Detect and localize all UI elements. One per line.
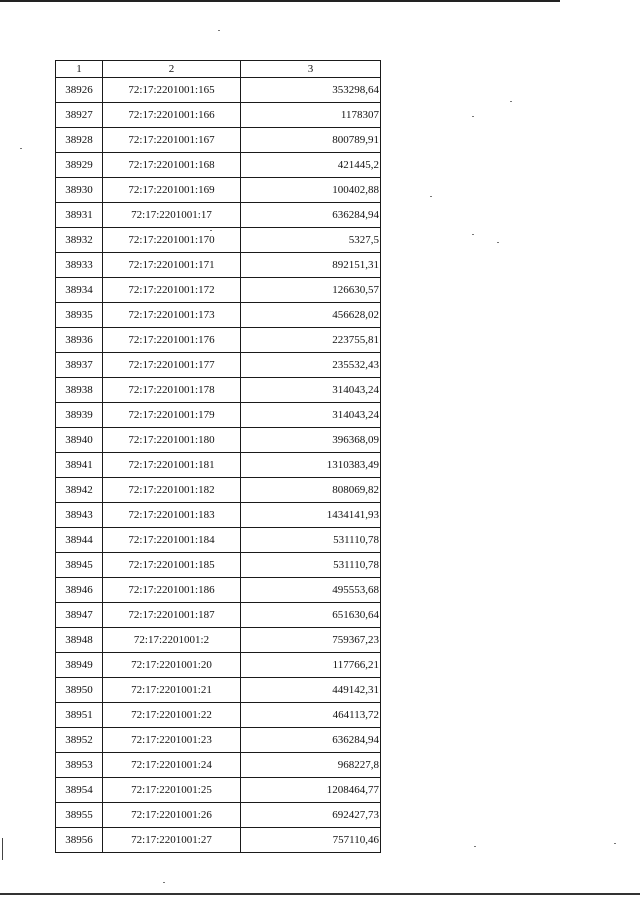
table-row <box>56 253 381 278</box>
cadastral-number-cell: 72:17:2201001:183 <box>103 503 241 528</box>
table-row <box>56 403 381 428</box>
cadastral-value-cell: 100402,88 <box>241 178 381 203</box>
cadastral-value-cell: 757110,46 <box>241 828 381 853</box>
cadastral-number-cell: 72:17:2201001:177 <box>103 353 241 378</box>
cadastral-value-cell: 314043,24 <box>241 403 381 428</box>
row-number-cell: 38933 <box>56 253 103 278</box>
table-row <box>56 328 381 353</box>
cadastral-value-cell: 800789,91 <box>241 128 381 153</box>
cadastral-number-cell: 72:17:2201001:167 <box>103 128 241 153</box>
row-number-cell: 38931 <box>56 203 103 228</box>
cadastral-number-cell: 72:17:2201001:24 <box>103 753 241 778</box>
table-body <box>56 78 381 853</box>
row-number-cell: 38952 <box>56 728 103 753</box>
cadastral-number-cell: 72:17:2201001:178 <box>103 378 241 403</box>
scan-speck <box>474 846 476 847</box>
cadastral-number-cell: 72:17:2201001:166 <box>103 103 241 128</box>
cadastral-value-cell: 449142,31 <box>241 678 381 703</box>
top-border-line <box>0 0 560 2</box>
cadastral-number-cell: 72:17:2201001:168 <box>103 153 241 178</box>
row-number-cell: 38953 <box>56 753 103 778</box>
row-number-cell: 38945 <box>56 553 103 578</box>
cadastral-number-cell: 72:17:2201001:172 <box>103 278 241 303</box>
row-number-cell: 38926 <box>56 78 103 103</box>
cadastral-value-cell: 126630,57 <box>241 278 381 303</box>
table-row <box>56 178 381 203</box>
table-row <box>56 828 381 853</box>
cadastral-value-cell: 353298,64 <box>241 78 381 103</box>
table-row <box>56 778 381 803</box>
row-number-cell: 38943 <box>56 503 103 528</box>
table-row <box>56 653 381 678</box>
table-row <box>56 428 381 453</box>
cadastral-value-cell: 5327,5 <box>241 228 381 253</box>
cadastral-number-cell: 72:17:2201001:25 <box>103 778 241 803</box>
column-header-2: 2 <box>103 61 241 78</box>
table-row <box>56 553 381 578</box>
scan-speck <box>472 234 474 235</box>
table-row <box>56 628 381 653</box>
row-number-cell: 38950 <box>56 678 103 703</box>
row-number-cell: 38930 <box>56 178 103 203</box>
cadastral-number-cell: 72:17:2201001:21 <box>103 678 241 703</box>
table-row <box>56 278 381 303</box>
row-number-cell: 38955 <box>56 803 103 828</box>
row-number-cell: 38929 <box>56 153 103 178</box>
row-number-cell: 38956 <box>56 828 103 853</box>
column-header-3: 3 <box>241 61 381 78</box>
row-number-cell: 38935 <box>56 303 103 328</box>
cadastral-value-cell: 495553,68 <box>241 578 381 603</box>
row-number-cell: 38939 <box>56 403 103 428</box>
table-row <box>56 803 381 828</box>
table-header-row <box>56 61 381 78</box>
table-row <box>56 753 381 778</box>
cadastral-number-cell: 72:17:2201001:186 <box>103 578 241 603</box>
table-row <box>56 528 381 553</box>
cadastral-value-cell: 636284,94 <box>241 203 381 228</box>
cadastral-value-cell: 456628,02 <box>241 303 381 328</box>
cadastral-number-cell: 72:17:2201001:169 <box>103 178 241 203</box>
cadastral-value-cell: 1208464,77 <box>241 778 381 803</box>
cadastral-value-cell: 651630,64 <box>241 603 381 628</box>
scan-speck <box>510 101 512 102</box>
table-row <box>56 303 381 328</box>
cadastral-number-cell: 72:17:2201001:176 <box>103 328 241 353</box>
cadastral-value-cell: 314043,24 <box>241 378 381 403</box>
cadastral-value-cell: 117766,21 <box>241 653 381 678</box>
row-number-cell: 38949 <box>56 653 103 678</box>
cadastral-value-cell: 235532,43 <box>241 353 381 378</box>
row-number-cell: 38928 <box>56 128 103 153</box>
cadastral-number-cell: 72:17:2201001:184 <box>103 528 241 553</box>
scan-speck <box>497 242 499 243</box>
column-header-1: 1 <box>56 61 103 78</box>
cadastral-number-cell: 72:17:2201001:23 <box>103 728 241 753</box>
cadastral-value-cell: 1434141,93 <box>241 503 381 528</box>
cadastral-number-cell: 72:17:2201001:171 <box>103 253 241 278</box>
table-row <box>56 503 381 528</box>
table-row <box>56 228 381 253</box>
row-number-cell: 38948 <box>56 628 103 653</box>
table-row <box>56 478 381 503</box>
cadastral-number-cell: 72:17:2201001:185 <box>103 553 241 578</box>
scan-speck <box>20 148 22 149</box>
cadastral-number-cell: 72:17:2201001:181 <box>103 453 241 478</box>
bottom-border-line <box>0 893 640 895</box>
cadastral-number-cell: 72:17:2201001:22 <box>103 703 241 728</box>
table-row <box>56 353 381 378</box>
row-number-cell: 38936 <box>56 328 103 353</box>
cadastral-number-cell: 72:17:2201001:17 <box>103 203 241 228</box>
cadastral-value-cell: 892151,31 <box>241 253 381 278</box>
cadastral-number-cell: 72:17:2201001:180 <box>103 428 241 453</box>
scan-speck <box>210 230 212 231</box>
cadastral-number-cell: 72:17:2201001:170 <box>103 228 241 253</box>
table-row <box>56 603 381 628</box>
row-number-cell: 38942 <box>56 478 103 503</box>
cadastral-number-cell: 72:17:2201001:2 <box>103 628 241 653</box>
table-row <box>56 78 381 103</box>
cadastral-value-cell: 808069,82 <box>241 478 381 503</box>
cadastral-value-cell: 396368,09 <box>241 428 381 453</box>
row-number-cell: 38947 <box>56 603 103 628</box>
scan-edge-mark <box>2 838 3 860</box>
row-number-cell: 38938 <box>56 378 103 403</box>
cadastral-number-cell: 72:17:2201001:27 <box>103 828 241 853</box>
row-number-cell: 38944 <box>56 528 103 553</box>
cadastral-value-cell: 464113,72 <box>241 703 381 728</box>
table-row <box>56 703 381 728</box>
table-row <box>56 103 381 128</box>
scan-speck <box>472 116 474 117</box>
cadastral-number-cell: 72:17:2201001:20 <box>103 653 241 678</box>
table-row <box>56 153 381 178</box>
cadastral-number-cell: 72:17:2201001:179 <box>103 403 241 428</box>
scan-speck <box>163 882 165 883</box>
cadastral-value-table <box>55 60 381 853</box>
table-row <box>56 728 381 753</box>
table-row <box>56 203 381 228</box>
row-number-cell: 38941 <box>56 453 103 478</box>
cadastral-value-cell: 636284,94 <box>241 728 381 753</box>
cadastral-number-cell: 72:17:2201001:26 <box>103 803 241 828</box>
row-number-cell: 38951 <box>56 703 103 728</box>
row-number-cell: 38934 <box>56 278 103 303</box>
table-row <box>56 128 381 153</box>
row-number-cell: 38927 <box>56 103 103 128</box>
cadastral-value-cell: 223755,81 <box>241 328 381 353</box>
table-row <box>56 678 381 703</box>
table-row <box>56 578 381 603</box>
table-row <box>56 453 381 478</box>
cadastral-number-cell: 72:17:2201001:187 <box>103 603 241 628</box>
row-number-cell: 38937 <box>56 353 103 378</box>
row-number-cell: 38940 <box>56 428 103 453</box>
cadastral-value-cell: 531110,78 <box>241 553 381 578</box>
cadastral-number-cell: 72:17:2201001:182 <box>103 478 241 503</box>
scan-speck <box>430 196 432 197</box>
scan-speck <box>614 843 616 844</box>
row-number-cell: 38946 <box>56 578 103 603</box>
scan-speck <box>218 30 220 31</box>
table-row <box>56 378 381 403</box>
cadastral-value-cell: 692427,73 <box>241 803 381 828</box>
cadastral-number-cell: 72:17:2201001:165 <box>103 78 241 103</box>
cadastral-value-cell: 759367,23 <box>241 628 381 653</box>
row-number-cell: 38932 <box>56 228 103 253</box>
cadastral-value-cell: 531110,78 <box>241 528 381 553</box>
cadastral-value-cell: 1178307 <box>241 103 381 128</box>
cadastral-number-cell: 72:17:2201001:173 <box>103 303 241 328</box>
cadastral-value-cell: 421445,2 <box>241 153 381 178</box>
cadastral-value-cell: 968227,8 <box>241 753 381 778</box>
row-number-cell: 38954 <box>56 778 103 803</box>
cadastral-value-cell: 1310383,49 <box>241 453 381 478</box>
